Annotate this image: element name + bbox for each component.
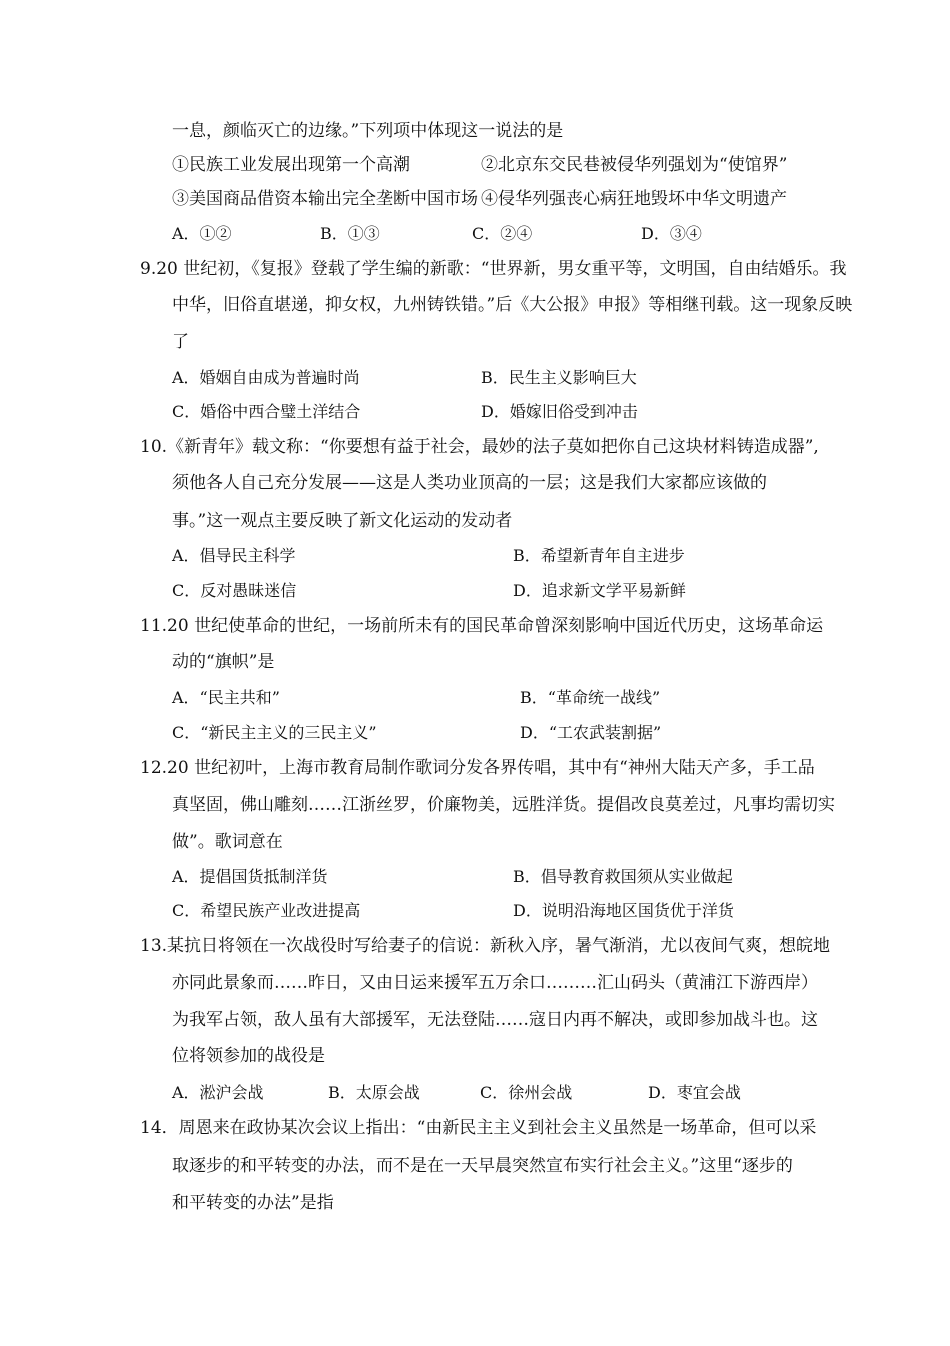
q13-stem-line-2: 亦同此景象而……昨日，又由日运来援军五万余口………汇山码头（黄浦江下游西岸） bbox=[172, 973, 818, 993]
q12-stem-line-1: 12.20 世纪初叶，上海市教育局制作歌词分发各界传唱，其中有“神州大陆天产多，手工品 bbox=[140, 758, 815, 778]
q12-stem-line-2: 真坚固，佛山雕刻……江浙丝罗，价廉物美，远胜洋货。提倡改良莫差过，凡事均需切实 bbox=[172, 795, 835, 815]
q10-stem-line-2: 须他各人自己充分发展——这是人类功业顶高的一层；这是我们大家都应该做的 bbox=[172, 473, 767, 493]
q9-option-b[interactable]: B．民生主义影响巨大 bbox=[481, 368, 637, 387]
q10-option-d[interactable]: D．追求新文学平易新鲜 bbox=[513, 581, 686, 600]
q13-option-d[interactable]: D．枣宜会战 bbox=[648, 1083, 741, 1102]
q10-option-c[interactable]: C．反对愚昧迷信 bbox=[172, 581, 297, 600]
q8-option-d[interactable]: D．③④ bbox=[641, 224, 702, 243]
q11-option-c[interactable]: C．“新民主主义的三民主义” bbox=[172, 723, 377, 742]
q8-option-a[interactable]: A．①② bbox=[172, 224, 232, 243]
q11-option-a[interactable]: A．“民主共和” bbox=[172, 688, 280, 707]
q13-stem-line-3: 为我军占领，敌人虽有大部援军，无法登陆……寇日内再不解决，或即参加战斗也。这 bbox=[172, 1010, 818, 1030]
q12-option-b[interactable]: B．倡导教育救国须从实业做起 bbox=[513, 867, 733, 886]
q8-item-1: ①民族工业发展出现第一个高潮 bbox=[172, 155, 410, 175]
q11-option-d[interactable]: D．“工农武装割据” bbox=[520, 723, 662, 742]
q8-item-2: ②北京东交民巷被侵华列强划为“使馆界” bbox=[481, 155, 788, 175]
q12-option-c[interactable]: C．希望民族产业改进提高 bbox=[172, 901, 361, 920]
q10-stem-line-3: 事。”这一观点主要反映了新文化运动的发动者 bbox=[172, 511, 513, 531]
q8-option-c[interactable]: C．②④ bbox=[472, 224, 533, 243]
q11-option-b[interactable]: B．“革命统一战线” bbox=[520, 688, 661, 707]
q8-item-3: ③美国商品借资本输出完全垄断中国市场 bbox=[172, 189, 478, 209]
q13-option-b[interactable]: B．太原会战 bbox=[328, 1083, 420, 1102]
q8-stem-line: 一息，颜临灭亡的边缘。”下列项中体现这一说法的是 bbox=[172, 121, 564, 141]
q13-stem-line-1: 13.某抗日将领在一次战役时写给妻子的信说：新秋入序，暑气渐消，尤以夜间气爽，想皖地 bbox=[140, 936, 831, 956]
q11-stem-line-2: 动的“旗帜”是 bbox=[172, 652, 275, 672]
q9-option-d[interactable]: D．婚嫁旧俗受到冲击 bbox=[481, 402, 638, 421]
q10-stem-line-1: 10.《新青年》载文称：“你要想有益于社会，最妙的法子莫如把你自己这块材料铸造成器”, bbox=[140, 437, 819, 457]
q11-stem-line-1: 11.20 世纪使革命的世纪，一场前所未有的国民革命曾深刻影响中国近代历史，这场革命运 bbox=[140, 616, 824, 636]
q12-option-d[interactable]: D．说明沿海地区国货优于洋货 bbox=[513, 901, 734, 920]
q13-option-c[interactable]: C．徐州会战 bbox=[480, 1083, 573, 1102]
q8-item-4: ④侵华列强丧心病狂地毁坏中华文明遗产 bbox=[481, 189, 787, 209]
q9-stem-line-3: 了 bbox=[172, 332, 189, 352]
q14-stem-line-3: 和平转变的办法”是指 bbox=[172, 1193, 334, 1213]
q8-option-b[interactable]: B．①③ bbox=[320, 224, 380, 243]
q13-option-a[interactable]: A．淞沪会战 bbox=[172, 1083, 264, 1102]
q13-stem-line-4: 位将领参加的战役是 bbox=[172, 1046, 325, 1066]
q9-option-c[interactable]: C．婚俗中西合璧土洋结合 bbox=[172, 402, 361, 421]
q12-stem-line-3: 做”。歌词意在 bbox=[172, 832, 283, 852]
q14-stem-line-2: 取逐步的和平转变的办法，而不是在一天早晨突然宣布实行社会主义。”这里“逐步的 bbox=[172, 1156, 793, 1176]
q14-stem-line-1: 14．周恩来在政协某次会议上指出：“由新民主主义到社会主义虽然是一场革命，但可以采 bbox=[140, 1118, 817, 1138]
q12-option-a[interactable]: A．提倡国货抵制洋货 bbox=[172, 867, 328, 886]
q9-stem-line-2: 中华，旧俗直堪递，抑女权，九州铸铁错。”后《大公报》申报》等相继刊载。这一现象反映 bbox=[172, 295, 853, 315]
q10-option-a[interactable]: A．倡导民主科学 bbox=[172, 546, 296, 565]
q9-stem-line-1: 9.20 世纪初，《复报》登载了学生编的新歌：“世界新，男女重平等，文明国，自由结婚乐。我 bbox=[140, 259, 847, 279]
q9-option-a[interactable]: A．婚姻自由成为普遍时尚 bbox=[172, 368, 360, 387]
q10-option-b[interactable]: B．希望新青年自主进步 bbox=[513, 546, 685, 565]
